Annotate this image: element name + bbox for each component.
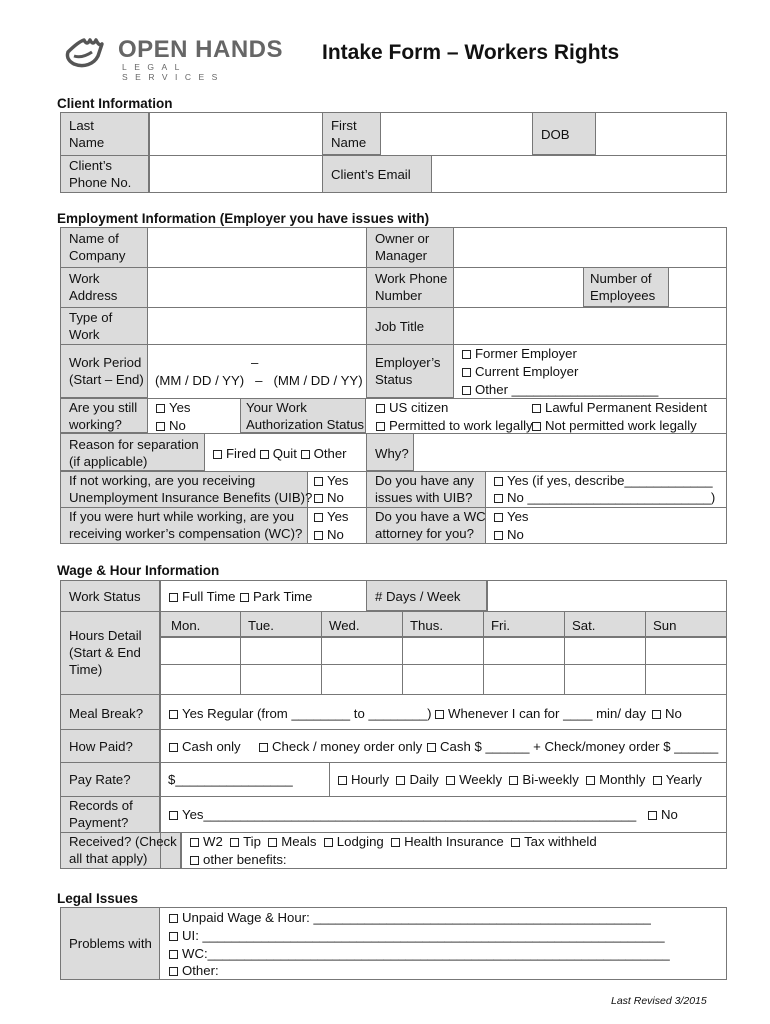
pay-period-options[interactable]: Hourly Daily Weekly Bi-weekly Monthly Yearly	[338, 771, 702, 788]
org-name: OPEN HANDS	[118, 36, 284, 63]
received-label: Received? (Check all that apply)	[69, 834, 177, 866]
cash-only-checkbox[interactable]: Cash only	[169, 738, 241, 755]
job-title-field[interactable]	[455, 308, 726, 343]
section-client: Client Information	[57, 96, 173, 111]
work-auth-label: Your Work Authorization Status	[246, 400, 365, 432]
wc-attorney-no[interactable]: No	[494, 526, 524, 543]
work-status-label: Work Status	[69, 589, 141, 604]
email-label: Client’s Email	[331, 167, 411, 182]
how-paid-label: How Paid?	[69, 739, 133, 754]
uib-issues-no[interactable]: No _________________________)	[494, 489, 715, 506]
reason-label: Reason for separation (if applicable)	[69, 437, 199, 469]
num-employees-label: Number of Employees	[590, 271, 656, 303]
not-permitted-checkbox[interactable]: Not permitted work legally	[532, 417, 697, 434]
day-thu: Thus.	[410, 618, 443, 633]
check-only-checkbox[interactable]: Check / money order only	[259, 738, 422, 755]
still-working-no[interactable]: No	[156, 417, 186, 434]
job-title-label: Job Title	[375, 319, 425, 334]
wc-label: If you were hurt while working, are you receiving worker’s compensation (WC)?	[69, 509, 303, 541]
uib-yes[interactable]: Yes	[314, 472, 349, 489]
last-name-field[interactable]	[150, 113, 321, 154]
type-label: Type of Work	[69, 310, 113, 342]
company-label: Name of Company	[69, 231, 126, 263]
meal-yes-checkbox[interactable]: Yes Regular (from ________ to ________)	[169, 705, 432, 722]
address-field[interactable]	[149, 268, 365, 306]
ui-checkbox[interactable]: UI: _______________________________________________________________	[169, 927, 665, 944]
full-time-checkbox[interactable]: Full Time	[169, 588, 236, 605]
owner-label: Owner or Manager	[375, 231, 430, 263]
wc-attorney-yes[interactable]: Yes	[494, 508, 529, 525]
why-field[interactable]	[415, 434, 726, 470]
uib-label: If not working, are you receiving Unemployment Insurance Benefits (UIB)?	[69, 473, 313, 505]
still-working-yes[interactable]: Yes	[156, 399, 191, 416]
wc-attorney-label: Do you have a WC attorney for you?	[375, 509, 486, 541]
reason-options[interactable]: Fired Quit Other	[213, 445, 347, 462]
us-citizen-checkbox[interactable]: US citizen	[376, 399, 448, 416]
why-label: Why?	[375, 446, 409, 461]
records-label: Records of Payment?	[69, 798, 133, 830]
day-fri: Fri.	[491, 618, 511, 633]
park-time-checkbox[interactable]: Park Time	[240, 588, 312, 605]
pay-rate-field[interactable]: $________________	[168, 772, 293, 787]
permitted-checkbox[interactable]: Permitted to work legally	[376, 417, 533, 434]
day-tue: Tue.	[248, 618, 274, 633]
uib-no[interactable]: No	[314, 489, 344, 506]
period-label: Work Period (Start – End)	[69, 355, 144, 387]
work-phone-label: Work Phone Number	[375, 271, 448, 303]
unpaid-wage-checkbox[interactable]: Unpaid Wage & Hour: ______________________________________________	[169, 909, 651, 926]
dob-label: DOB	[541, 127, 570, 142]
pay-rate-label: Pay Rate?	[69, 772, 131, 787]
day-sat: Sat.	[572, 618, 596, 633]
other-employer-checkbox[interactable]: Other ____________________	[462, 381, 658, 398]
revision-note: Last Revised 3/2015	[611, 995, 707, 1007]
wc-yes[interactable]: Yes	[314, 508, 349, 525]
other-benefits-checkbox[interactable]: other benefits:	[190, 851, 287, 868]
work-phone-field[interactable]	[455, 268, 582, 306]
still-working-label: Are you still working?	[69, 400, 138, 432]
section-employment: Employment Information (Employer you have issues with)	[57, 211, 430, 226]
day-mon: Mon.	[171, 618, 201, 633]
meal-no-checkbox[interactable]: No	[652, 705, 682, 722]
org-subtitle: LEGAL SERVICES	[122, 62, 225, 82]
uib-issues-yes[interactable]: Yes (if yes, describe____________	[494, 472, 713, 489]
days-week-label: # Days / Week	[375, 589, 461, 604]
period-format[interactable]: (MM / DD / YY) – (MM / DD / YY)	[155, 373, 363, 388]
company-field[interactable]	[149, 228, 365, 266]
emp-status-label: Employer’s Status	[375, 355, 441, 387]
email-field[interactable]	[433, 156, 726, 192]
records-yes-checkbox[interactable]: Yes___________________________________________________________	[169, 806, 636, 823]
day-sun: Sun	[653, 618, 677, 633]
wc-checkbox[interactable]: WC:_______________________________________________________________	[169, 945, 670, 962]
hours-detail-label: Hours Detail (Start & End Time)	[69, 628, 142, 677]
days-week-field[interactable]	[488, 581, 726, 610]
page-title: Intake Form – Workers Rights	[322, 41, 620, 64]
type-field[interactable]	[149, 308, 365, 343]
owner-field[interactable]	[455, 228, 726, 266]
benefits-options[interactable]: W2 Tip Meals Lodging Health Insurance Tax withheld	[190, 833, 597, 850]
first-name-field[interactable]	[382, 113, 531, 154]
phone-field[interactable]	[150, 156, 321, 192]
meal-break-label: Meal Break?	[69, 706, 144, 721]
address-label: Work Address	[69, 271, 118, 303]
wc-no[interactable]: No	[314, 526, 344, 543]
other-legal-checkbox[interactable]: Other:	[169, 962, 219, 979]
first-name-label: First Name	[331, 118, 367, 150]
problems-label: Problems with	[69, 936, 152, 951]
current-employer-checkbox[interactable]: Current Employer	[462, 363, 578, 380]
phone-label: Client’s Phone No.	[69, 158, 132, 190]
num-employees-field[interactable]	[670, 268, 726, 306]
section-wage: Wage & Hour Information	[57, 563, 220, 578]
period-dash: –	[251, 355, 259, 370]
uib-issues-label: Do you have any issues with UIB?	[375, 473, 474, 505]
day-wed: Wed.	[329, 618, 360, 633]
meal-whenever-checkbox[interactable]: Whenever I can for ____ min/ day	[435, 705, 646, 722]
cash-check-checkbox[interactable]: Cash $ ______ + Check/money order $ ______	[427, 738, 718, 755]
former-employer-checkbox[interactable]: Former Employer	[462, 345, 577, 362]
logo	[62, 34, 292, 82]
dob-field[interactable]	[597, 113, 726, 154]
last-name-label: Last Name	[69, 118, 105, 150]
section-legal: Legal Issues	[57, 891, 139, 906]
records-no-checkbox[interactable]: No	[648, 806, 678, 823]
open-hand-icon	[62, 34, 114, 74]
lpr-checkbox[interactable]: Lawful Permanent Resident	[532, 399, 707, 416]
